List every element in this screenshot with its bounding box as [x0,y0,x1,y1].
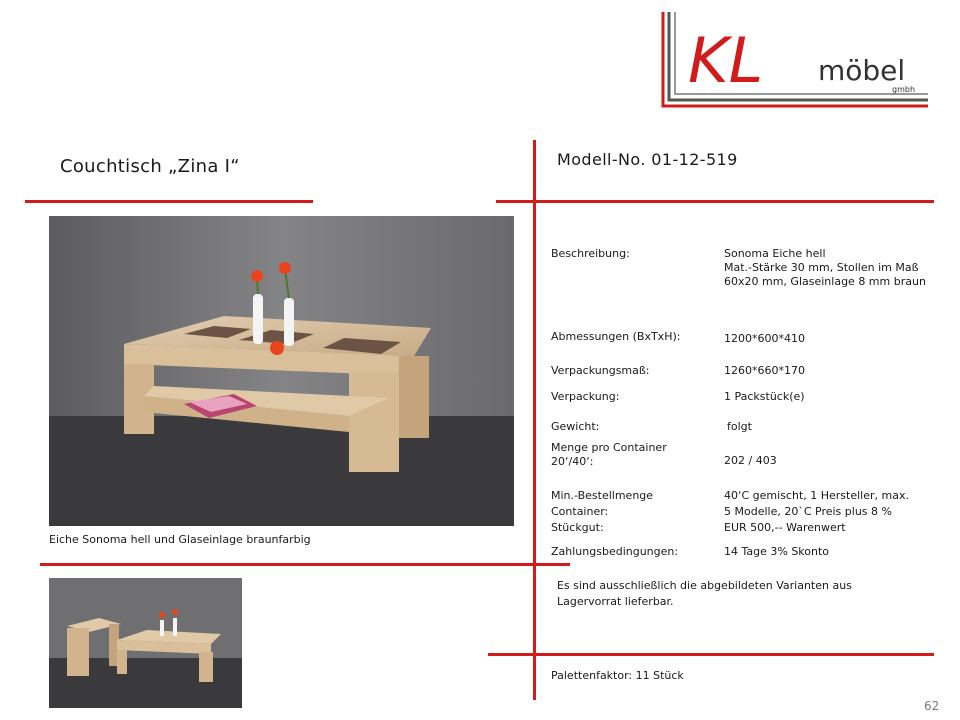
divider-line [496,200,934,203]
pallet-factor: Palettenfaktor: 11 Stück [551,669,684,682]
spec-value-abmessungen: 1200*600*410 [724,332,805,345]
spec-value-line: Mat.-Stärke 30 mm, Stollen im Maß [724,261,919,274]
spec-label-verpackungsmass: Verpackungsmaß: [551,364,650,377]
company-logo [660,10,930,110]
divider-line [40,563,570,566]
spec-label-line: Min.-Bestellmenge [551,489,654,502]
vertical-divider [533,140,536,700]
spec-label-zahlung: Zahlungsbedingungen: [551,545,679,558]
spec-value-line: 60x20 mm, Glaseinlage 8 mm braun [724,275,926,288]
spec-label-abmessungen: Abmessungen (BxTxH): [551,330,681,343]
spec-label-verpackung: Verpackung: [551,390,620,403]
page-number: 62 [924,699,940,713]
spec-value-verpackungsmass: 1260*660*170 [724,364,805,377]
spec-value-bestellmenge [724,488,909,536]
spec-label-line: Menge pro Container [551,441,667,454]
logo-sub: gmbh [892,85,916,94]
spec-label-gewicht: Gewicht: [551,420,600,433]
product-title: Couchtisch „Zina I“ [60,156,240,177]
note-line: Lagervorrat lieferbar. [557,595,674,608]
model-number: Modell-No. 01-12-519 [557,150,738,169]
logo-wordmark: möbel [818,54,906,87]
spec-value-gewicht: folgt [727,420,752,433]
product-photo-main [49,216,514,526]
spec-value-zahlung: 14 Tage 3% Skonto [724,545,830,558]
divider-line [488,653,934,656]
note-line: Es sind ausschließlich die abgebildeten Varianten aus [557,579,852,592]
spec-value-line: Sonoma Eiche hell [724,247,826,260]
availability-note [557,578,897,610]
spec-label-line: Container: [551,505,609,518]
spec-label-container [551,441,667,469]
logo-letters: KL [688,24,764,97]
spec-value-line: 5 Modelle, 20`C Preis plus 8 % [724,505,892,518]
spec-label-line: Stückgut: [551,521,604,534]
spec-value-container: 202 / 403 [724,454,777,467]
spec-value-beschreibung [724,247,926,289]
spec-label-beschreibung: Beschreibung: [551,247,630,260]
photo-caption: Eiche Sonoma hell und Glaseinlage braunfarbig [49,533,311,546]
spec-value-verpackung: 1 Packstück(e) [724,390,805,403]
spec-label-bestellmenge [551,488,653,536]
spec-label-line: 20‘/40‘: [551,455,594,468]
product-photo-small [49,578,242,708]
divider-line [25,200,313,203]
spec-value-line: EUR 500,-- Warenwert [724,521,846,534]
spec-value-line: 40‘C gemischt, 1 Hersteller, max. [724,489,909,502]
